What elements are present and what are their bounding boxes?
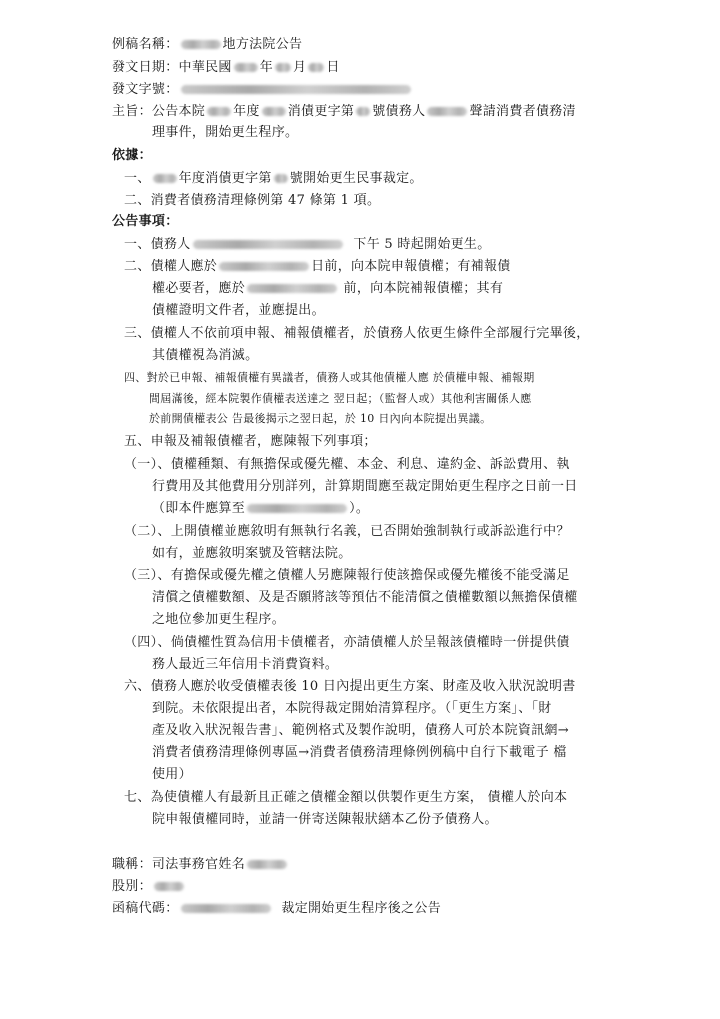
notice-item-2-line-3: 債權證明文件者，並應提出。 bbox=[152, 303, 325, 318]
subject-part-2: 年度 bbox=[233, 104, 260, 119]
subject-line-2: 理事件，開始更生程序。 bbox=[152, 125, 299, 140]
subject-label: 主旨： bbox=[112, 104, 152, 119]
redacted-start-datetime bbox=[193, 240, 343, 249]
redacted-basis-year bbox=[153, 174, 177, 183]
notice-item-2-part-a: 二、債權人應於 bbox=[124, 259, 218, 274]
unit-label: 股別： bbox=[112, 879, 152, 894]
basis-item-1 bbox=[124, 171, 423, 189]
redacted-court-name bbox=[181, 40, 221, 49]
notice-item-1-text: 下午 5 時起開始更生。 bbox=[353, 237, 491, 252]
code-label: 函稿代碼： bbox=[112, 901, 179, 916]
officer-title-line bbox=[112, 857, 289, 875]
basis-heading: 依據： bbox=[112, 148, 152, 163]
notice-item-3-line-1: 三、債權人不依前項申報、補報債權者，於債務人依更生條件全部履行完畢後， bbox=[124, 326, 590, 341]
subject-part-4: 號債務人 bbox=[372, 104, 426, 119]
redacted-debtor-name bbox=[427, 107, 467, 116]
subject-part-3: 消債更字第 bbox=[287, 104, 355, 119]
sub-item-3-line-3: 之地位參加更生程序。 bbox=[152, 612, 286, 627]
redacted-year bbox=[234, 63, 258, 72]
redacted-unit bbox=[154, 882, 184, 891]
case-name-label: 例稿名稱： bbox=[112, 37, 179, 52]
notice-item-4-line-1: 四、對於已申報、補報債權有異議者，債務人或其他債權人應 於債權申報、補報期 bbox=[124, 371, 535, 384]
sub-item-3-line-2: 清償之債權數額、及是否願將該等預估不能清償之債權數額以無擔保債權 bbox=[152, 590, 578, 605]
subject-part-5: 聲請消費者債務清 bbox=[469, 104, 576, 119]
sub-item-2-line-1: （二）、上開債權並應敘明有無執行名義，已否開始強制執行或訴訟進行中？ bbox=[124, 524, 570, 539]
notice-item-6-line-3: 產及收入狀況報告書」、範例格式及製作說明，債務人可於本院資訊網→ bbox=[152, 723, 569, 738]
subject-part-1: 公告本院 bbox=[151, 104, 206, 119]
notice-item-7-line-2: 院申報債權同時，並請一併寄送陳報狀繕本乙份予債務人。 bbox=[152, 812, 498, 827]
redacted-supplement-date bbox=[247, 284, 337, 293]
redacted-month bbox=[275, 63, 291, 72]
code-line bbox=[112, 901, 441, 919]
case-name-line bbox=[112, 37, 302, 55]
notice-item-2-line-2 bbox=[152, 281, 503, 299]
date-label: 發文日期： bbox=[112, 60, 179, 75]
sub-item-3-line-1: （三）、有擔保或優先權之債權人另應陳報行使該擔保或優先權後不能受滿足 bbox=[124, 568, 570, 583]
notice-item-6-line-1: 六、債務人應於收受債權表後 10 日內提出更生方案、財產及收入狀況說明書 bbox=[124, 679, 576, 694]
notice-item-6-line-4: 消費者債務清理條例專區→消費者債務清理條例例稿中自行下載電子 檔 bbox=[152, 745, 567, 760]
notice-item-6-line-2: 到院。未依限提出者，本院得裁定開始清算程序。（「更生方案」、「財 bbox=[152, 701, 552, 716]
code-text: 裁定開始更生程序後之公告 bbox=[281, 901, 441, 916]
redacted-subject-year bbox=[262, 107, 286, 116]
date-prefix: 中華民國 bbox=[178, 60, 232, 75]
notice-item-5: 五、申報及補報債權者，應陳報下列事項； bbox=[124, 434, 377, 449]
unit-line bbox=[112, 879, 186, 897]
basis-item-1-text: 年度消債更字第 bbox=[178, 171, 272, 186]
notice-item-1-num: 一、債務人 bbox=[124, 237, 191, 252]
officer-title-label: 職稱：司法事務官姓名 bbox=[112, 857, 246, 872]
subject-line bbox=[112, 104, 576, 122]
sub-item-1-part-d: ）。 bbox=[349, 501, 370, 516]
redacted-officer-name bbox=[247, 860, 287, 869]
redacted-basis-number bbox=[274, 174, 288, 183]
redacted-filing-date bbox=[219, 262, 309, 271]
basis-item-1-num: 一、 bbox=[124, 171, 151, 186]
case-name-suffix: 地方法院公告 bbox=[222, 37, 303, 52]
date-day-unit: 日 bbox=[326, 60, 340, 75]
basis-item-1-text-2: 號開始更生民事裁定。 bbox=[289, 171, 423, 186]
redacted-day bbox=[308, 63, 324, 72]
sub-item-1-line-3 bbox=[152, 501, 369, 519]
redacted-subject-number bbox=[356, 107, 370, 116]
notice-item-2-line-1 bbox=[124, 259, 511, 277]
doc-number-line bbox=[112, 82, 413, 100]
sub-item-4-line-2: 務人最近三年信用卡消費資料。 bbox=[152, 657, 339, 672]
notice-heading: 公告事項： bbox=[112, 214, 179, 229]
sub-item-1-line-2: 行費用及其他費用分別詳列，計算期間應至裁定開始更生程序之日前一日 bbox=[152, 479, 578, 494]
basis-item-2: 二、消費者債務清理條例第 47 條第 1 項。 bbox=[124, 193, 381, 208]
notice-item-2-part-d: 前，向本院補報債權；其有 bbox=[343, 281, 504, 296]
date-line bbox=[112, 60, 340, 78]
redacted-doc-number bbox=[181, 85, 411, 94]
notice-item-4-line-2: 間屆滿後，經本院製作債權表送達之 翌日起；（監督人或）其他利害關係人應 bbox=[149, 392, 532, 405]
notice-item-6-line-5: 使用） bbox=[152, 767, 192, 782]
notice-item-2-part-c: 權必要者，應於 bbox=[152, 281, 246, 296]
notice-item-2-part-b: 日前，向本院申報債權；有補報債 bbox=[311, 259, 511, 274]
sub-item-1-part-c: （即本件應算至 bbox=[152, 501, 246, 516]
notice-item-4-line-3: 於前開債權表公 告最後揭示之翌日起，於 10 日內向本院提出異議。 bbox=[149, 412, 492, 425]
date-month-unit: 月 bbox=[293, 60, 307, 75]
notice-item-1 bbox=[124, 237, 491, 255]
date-year-unit: 年 bbox=[259, 60, 274, 75]
sub-item-2-line-2: 如有，並應敘明案號及管轄法院。 bbox=[152, 546, 352, 561]
redacted-calc-date bbox=[247, 504, 347, 513]
notice-item-7-line-1: 七、為使債權人有最新且正確之債權金額以供製作更生方案， 債權人於向本 bbox=[124, 790, 568, 805]
doc-number-label: 發文字號： bbox=[112, 82, 179, 97]
sub-item-4-line-1: （四）、倘債權性質為信用卡債權者，亦請債權人於呈報該債權時一併提供債 bbox=[124, 635, 570, 650]
sub-item-1-line-1: （一）、債權種類、有無擔保或優先權、本金、利息、違約金、訴訟費用、執 bbox=[124, 457, 570, 472]
redacted-code bbox=[181, 904, 271, 913]
redacted-subject-court bbox=[207, 107, 231, 116]
notice-item-3-line-2: 其債權視為消滅。 bbox=[152, 348, 259, 363]
